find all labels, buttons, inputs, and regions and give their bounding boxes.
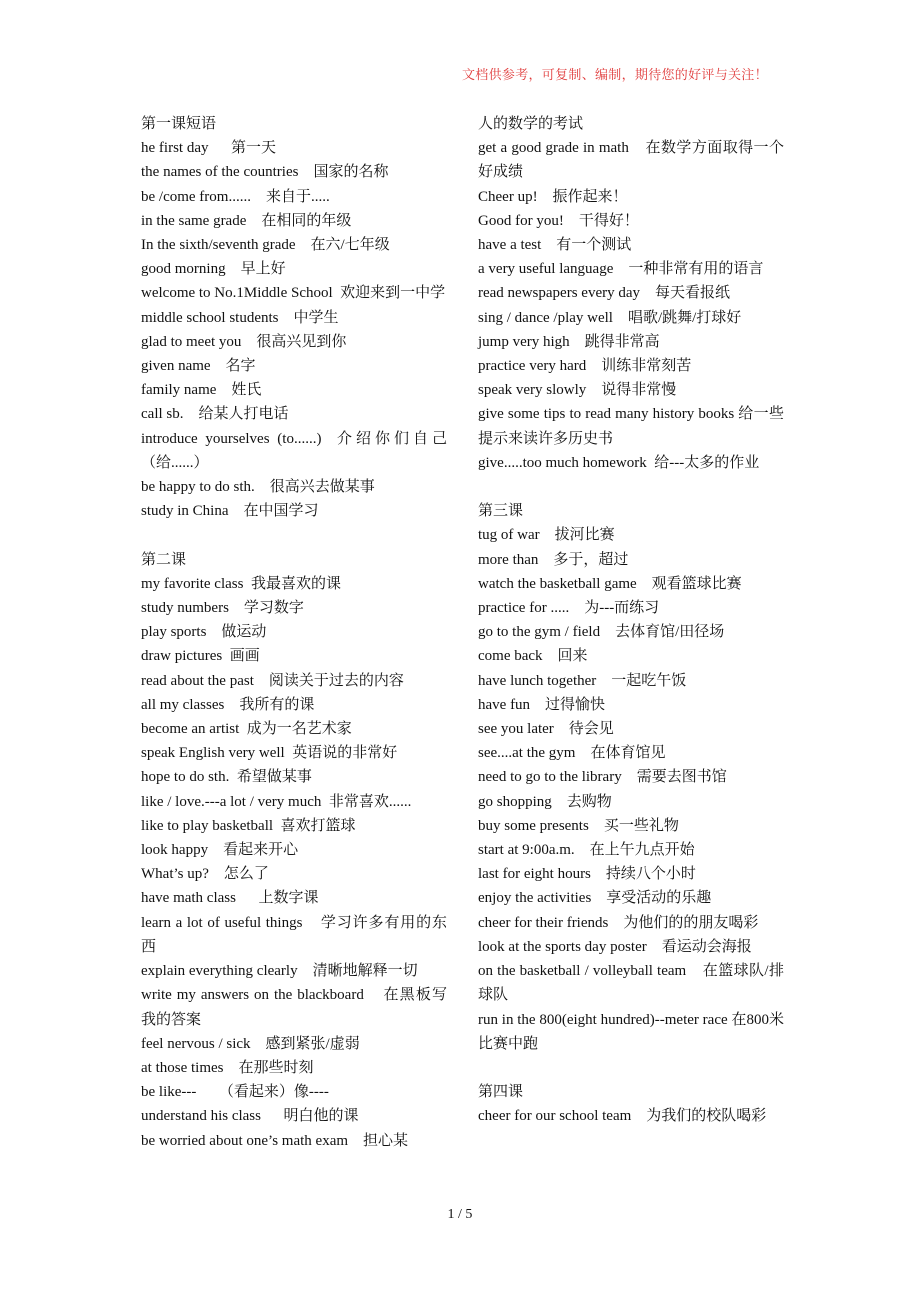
phrase-entry: family name 姓氏 [141, 382, 262, 399]
phrase-entry: understand his class 明白他的课 [141, 1108, 359, 1125]
right-column [478, 112, 784, 1129]
phrase-entry: become an artist 成为一名艺术家 [141, 721, 352, 738]
phrase-entry: be /come from...... 来自于..... [141, 188, 330, 205]
phrase-entry: run in the 800(eight hundred)--meter race 在800米比赛中跑 [478, 1011, 784, 1052]
phrase-entry: speak English very well 英语说的非常好 [141, 745, 398, 762]
phrase-entry: practice for ..... 为---而练习 [478, 600, 660, 617]
phrase-entry: buy some presents 买一些礼物 [478, 817, 679, 834]
phrase-entry: middle school students 中学生 [141, 309, 339, 326]
phrase-entry: sing / dance /play well 唱歌/跳舞/打球好 [478, 309, 742, 326]
phrase-entry: read newspapers every day 每天看报纸 [478, 285, 731, 302]
phrase-entry: What’s up? 怎么了 [141, 866, 269, 883]
phrase-entry: Cheer up! 振作起来！ [478, 188, 628, 205]
phrase-entry: need to go to the library 需要去图书馆 [478, 769, 727, 786]
phrase-entry: be like--- （看起来）像---- [141, 1084, 329, 1101]
phrase-entry: like to play basketball 喜欢打篮球 [141, 817, 356, 834]
phrase-entry: at those times 在那些时刻 [141, 1059, 314, 1076]
phrase-entry: tug of war 拔河比赛 [478, 527, 615, 544]
phrase-entry: learn a lot of useful things 学习许多有用的东西 [141, 914, 447, 955]
phrase-entry: speak very slowly 说得非常慢 [478, 382, 677, 399]
phrase-entry: see you later 待会见 [478, 721, 614, 738]
phrase-entry: look at the sports day poster 看运动会海报 [478, 938, 752, 955]
phrase-entry: given name 名字 [141, 358, 256, 375]
phrase-entry: give.....too much homework 给---太多的作业 [478, 454, 760, 471]
phrase-entry: hope to do sth. 希望做某事 [141, 769, 312, 786]
phrase-entry: have math class 上数字课 [141, 890, 319, 907]
phrase-entry: cheer for their friends 为他们的的朋友喝彩 [478, 914, 759, 931]
watermark-text: 文档供参考，可复制、编制，期待您的好评与关注！ [462, 67, 768, 82]
phrase-entry: more than 多于，超过 [478, 551, 629, 568]
phrase-entry: Good for you! 干得好！ [478, 212, 639, 229]
lesson-heading: 第二课 [141, 551, 187, 568]
phrase-entry: study numbers 学习数字 [141, 600, 304, 617]
phrase-entry: go shopping 去购物 [478, 793, 612, 810]
phrase-entry: come back 回来 [478, 648, 588, 665]
phrase-entry: cheer for our school team 为我们的校队喝彩 [478, 1108, 767, 1125]
phrase-entry: on the basketball / volleyball team 在篮球队/排球队 [478, 963, 784, 1004]
phrase-entry: have a test 有一个测试 [478, 237, 632, 254]
phrase-entry: In the sixth/seventh grade 在六/七年级 [141, 237, 390, 254]
phrase-entry: watch the basketball game 观看篮球比赛 [478, 575, 742, 592]
phrase-entry: be happy to do sth. 很高兴去做某事 [141, 479, 375, 496]
phrase-entry: all my classes 我所有的课 [141, 696, 315, 713]
phrase-entry: have fun 过得愉快 [478, 696, 606, 713]
phrase-entry: glad to meet you 很高兴见到你 [141, 333, 347, 350]
phrase-entry: write my answers on the blackboard 在黑板写我的答案 [141, 987, 447, 1028]
phrase-entry: in the same grade 在相同的年级 [141, 212, 352, 229]
phrase-entry: jump very high 跳得非常高 [478, 333, 660, 350]
phrase-entry: go to the gym / field 去体育馆/田径场 [478, 624, 725, 641]
phrase-entry: good morning 早上好 [141, 261, 286, 278]
lesson-heading: 第四课 [478, 1084, 524, 1101]
phrase-entry: play sports 做运动 [141, 624, 267, 641]
phrase-entry: welcome to No.1Middle School 欢迎来到一中学 [141, 285, 446, 302]
phrase-entry: introduce yourselves (to......) 介绍你们自己（给......） [141, 430, 447, 471]
phrase-entry: read about the past 阅读关于过去的内容 [141, 672, 404, 689]
phrase-entry: look happy 看起来开心 [141, 842, 299, 859]
phrase-entry: call sb. 给某人打电话 [141, 406, 289, 423]
page-number: 1 / 5 [447, 1207, 473, 1222]
phrase-entry: be worried about one’s math exam 担心某 [141, 1132, 409, 1149]
phrase-entry: give some tips to read many history books 给一些提示来读许多历史书 [478, 406, 784, 447]
spacer [141, 523, 447, 547]
phrase-entry: last for eight hours 持续八个小时 [478, 866, 696, 883]
phrase-entry: study in China 在中国学习 [141, 503, 319, 520]
phrase-entry: enjoy the activities 享受活动的乐趣 [478, 890, 712, 907]
phrase-entry: like / love.---a lot / very much 非常喜欢...... [141, 793, 412, 810]
phrase-entry: he first day 第一天 [141, 140, 276, 157]
phrase-entry: draw pictures 画画 [141, 648, 260, 665]
spacer [478, 1056, 784, 1080]
phrase-entry: have lunch together 一起吃午饭 [478, 672, 687, 689]
spacer [478, 475, 784, 499]
phrase-entry: 人的数学的考试 [478, 116, 584, 132]
lesson-heading: 第一课短语 [141, 116, 217, 132]
phrase-entry: see....at the gym 在体育馆见 [478, 745, 666, 762]
lesson-heading: 第三课 [478, 503, 524, 520]
phrase-entry: a very useful language 一种非常有用的语言 [478, 261, 764, 278]
phrase-entry: start at 9:00a.m. 在上午九点开始 [478, 842, 695, 859]
phrase-entry: get a good grade in math 在数学方面取得一个好成绩 [478, 140, 784, 181]
phrase-entry: my favorite class 我最喜欢的课 [141, 575, 341, 592]
phrase-entry: feel nervous / sick 感到紧张/虚弱 [141, 1035, 360, 1052]
left-column [141, 112, 447, 1153]
phrase-entry: explain everything clearly 清晰地解释一切 [141, 963, 418, 980]
phrase-entry: practice very hard 训练非常刻苦 [478, 358, 692, 375]
phrase-entry: the names of the countries 国家的名称 [141, 164, 389, 181]
